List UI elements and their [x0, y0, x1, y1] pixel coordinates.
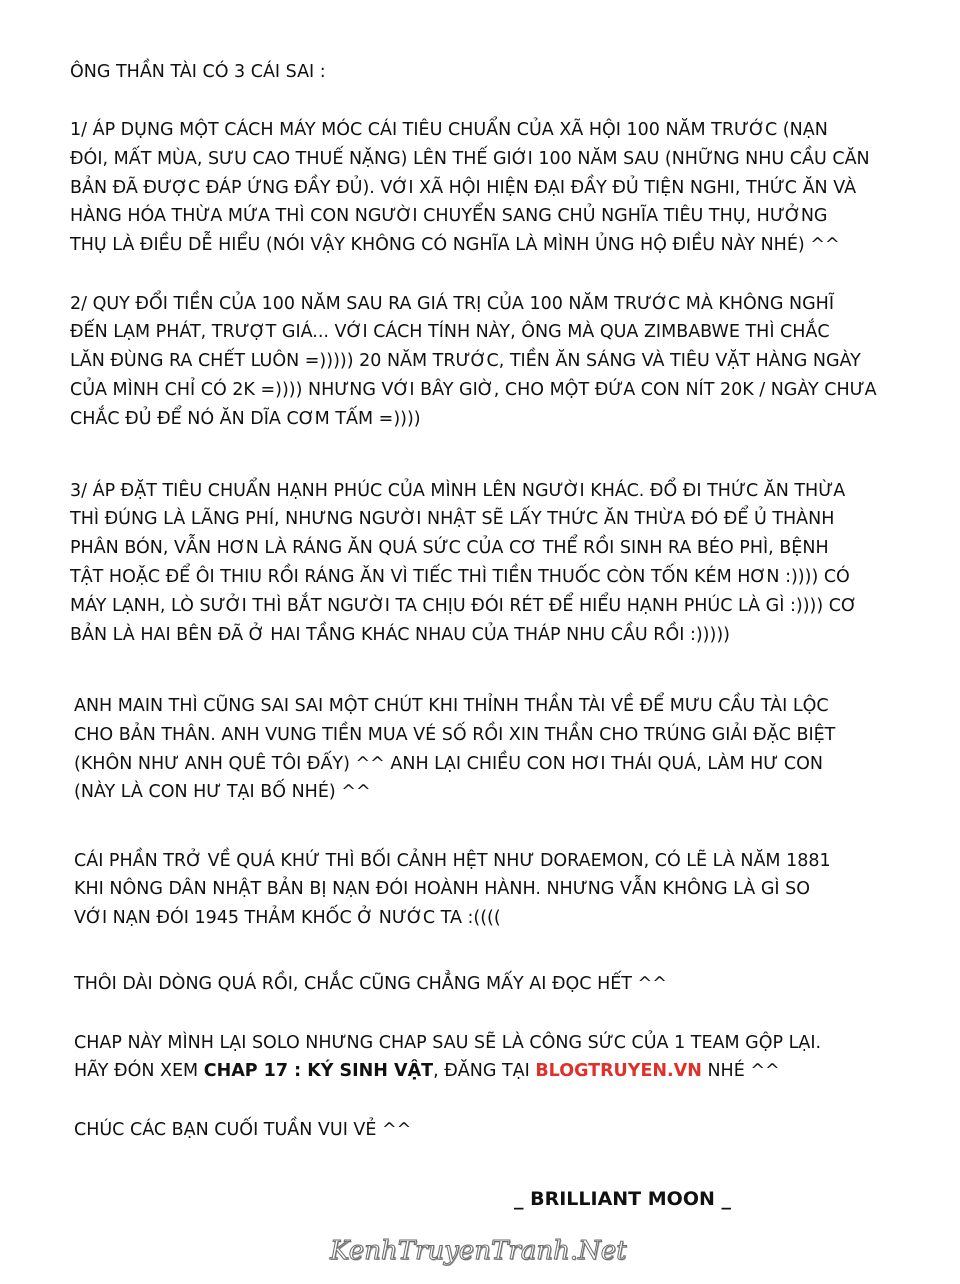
- past-para-line: CÁI PHẦN TRỞ VỀ QUÁ KHỨ THÌ BỐI CẢNH HỆT NHƯ DORAEMON, CÓ LẼ LÀ NĂM 1881: [74, 851, 831, 871]
- long-winded-line: THÔI DÀI DÒNG QUÁ RỒI, CHẮC CŨNG CHẲNG MẤY AI ĐỌC HẾT ^^: [74, 974, 667, 994]
- point-1-line: HÀNG HÓA THỪA MỨA THÌ CON NGƯỜI CHUYỂN SANG CHỦ NGHĨA TIÊU THỤ, HƯỞNG: [70, 206, 828, 226]
- weekend-greeting: CHÚC CÁC BẠN CUỐI TUẦN VUI VẺ ^^: [74, 1120, 412, 1140]
- point-1-line: ĐÓI, MẤT MÙA, SƯU CAO THUẾ NẶNG) LÊN THẾ GIỚI 100 NĂM SAU (NHỮNG NHU CẦU CĂN: [70, 149, 870, 169]
- point-3-line: TẬT HOẶC ĐỂ ÔI THIU RỒI RÁNG ĂN VÌ TIẾC THÌ TIỀN THUỐC CÒN TỐN KÉM HƠN :)))) CÓ: [70, 567, 850, 587]
- chap-middle: , ĐĂNG TẠI: [433, 1061, 536, 1081]
- main-para-line: ANH MAIN THÌ CŨNG SAI SAI MỘT CHÚT KHI THỈNH THẦN TÀI VỀ ĐỂ MƯU CẦU TÀI LỘC: [74, 696, 829, 716]
- main-para-line: CHO BẢN THÂN. ANH VUNG TIỀN MUA VÉ SỐ RỒI XIN THẦN CHO TRÚNG GIẢI ĐẶC BIỆT: [74, 725, 836, 745]
- watermark-logo: KenhTruyenTranh.Net: [330, 1236, 627, 1266]
- main-para-line: (KHÔN NHƯ ANH QUÊ TÔI ĐẤY) ^^ ANH LẠI CHIỀU CON HƠI THÁI QUÁ, LÀM HƯ CON: [74, 754, 823, 774]
- site-link[interactable]: BLOGTRUYEN.VN: [535, 1061, 702, 1081]
- point-3-line: PHÂN BÓN, VẪN HƠN LÀ RÁNG ĂN QUÁ SỨC CỦA CƠ THỂ RỒI SINH RA BÉO PHÌ, BỆNH: [70, 538, 829, 558]
- point-1-line: 1/ ÁP DỤNG MỘT CÁCH MÁY MÓC CÁI TIÊU CHUẨN CỦA XÃ HỘI 100 NĂM TRƯỚC (NẠN: [70, 120, 828, 140]
- point-3-line: BẢN LÀ HAI BÊN ĐÃ Ở HAI TẦNG KHÁC NHAU CỦA THÁP NHU CẦU RỒI :))))): [70, 625, 730, 645]
- past-para-line: KHI NÔNG DÂN NHẬT BẢN BỊ NẠN ĐÓI HOÀNH HÀNH. NHƯNG VẪN KHÔNG LÀ GÌ SO: [74, 879, 810, 899]
- signature: _ BRILLIANT MOON _: [514, 1188, 731, 1210]
- point-2-line: ĐẾN LẠM PHÁT, TRƯỢT GIÁ... VỚI CÁCH TÍNH NÀY, ÔNG MÀ QUA ZIMBABWE THÌ CHẮC: [70, 322, 830, 342]
- chap-suffix: NHÉ ^^: [701, 1061, 780, 1081]
- heading: ÔNG THẦN TÀI CÓ 3 CÁI SAI :: [70, 62, 326, 82]
- point-1-line: THỤ LÀ ĐIỀU DỄ HIỂU (NÓI VẬY KHÔNG CÓ NGHĨA LÀ MÌNH ỦNG HỘ ĐIỀU NÀY NHÉ) ^^: [70, 235, 840, 255]
- chap-line-1: CHAP NÀY MÌNH LẠI SOLO NHƯNG CHAP SAU SẼ LÀ CÔNG SỨC CỦA 1 TEAM GỘP LẠI.: [74, 1033, 822, 1053]
- point-1-line: BẢN ĐÃ ĐƯỢC ĐÁP ỨNG ĐẦY ĐỦ). VỚI XÃ HỘI HIỆN ĐẠI ĐẦY ĐỦ TIỆN NGHI, THỨC ĂN VÀ: [70, 178, 857, 198]
- point-2-line: CỦA MÌNH CHỈ CÓ 2K =)))) NHƯNG VỚI BÂY GIỜ, CHO MỘT ĐỨA CON NÍT 20K / NGÀY CHƯA: [70, 380, 877, 400]
- main-para-line: (NÀY LÀ CON HƯ TẠI BỐ NHÉ) ^^: [74, 782, 371, 802]
- point-2-line: CHẮC ĐỦ ĐỂ NÓ ĂN DĨA CƠM TẤM =)))): [70, 409, 421, 429]
- point-3-line: 3/ ÁP ĐẶT TIÊU CHUẨN HẠNH PHÚC CỦA MÌNH LÊN NGƯỜI KHÁC. ĐỔ ĐI THỨC ĂN THỪA: [70, 481, 846, 501]
- point-3-line: MÁY LẠNH, LÒ SƯỞI THÌ BẮT NGƯỜI TA CHỊU ĐÓI RÉT ĐỂ HIỂU HẠNH PHÚC LÀ GÌ :)))) CƠ: [70, 596, 857, 616]
- point-3-line: THÌ ĐÚNG LÀ LÃNG PHÍ, NHƯNG NGƯỜI NHẬT SẼ LẤY THỨC ĂN THỪA ĐÓ ĐỂ Ủ THÀNH: [70, 509, 835, 529]
- point-2-line: LĂN ĐÙNG RA CHẾT LUÔN =))))) 20 NĂM TRƯỚC, TIỀN ĂN SÁNG VÀ TIÊU VẶT HÀNG NGÀY: [70, 351, 861, 371]
- point-2-line: 2/ QUY ĐỔI TIỀN CỦA 100 NĂM SAU RA GIÁ TRỊ CỦA 100 NĂM TRƯỚC MÀ KHÔNG NGHĨ: [70, 294, 834, 314]
- chap-prefix: HÃY ĐÓN XEM: [74, 1061, 204, 1081]
- chap-line-2: [74, 1061, 780, 1081]
- next-chap-title: CHAP 17 : KÝ SINH VẬT: [203, 1061, 434, 1081]
- past-para-line: VỚI NẠN ĐÓI 1945 THẢM KHỐC Ở NƯỚC TA :((((: [74, 908, 501, 928]
